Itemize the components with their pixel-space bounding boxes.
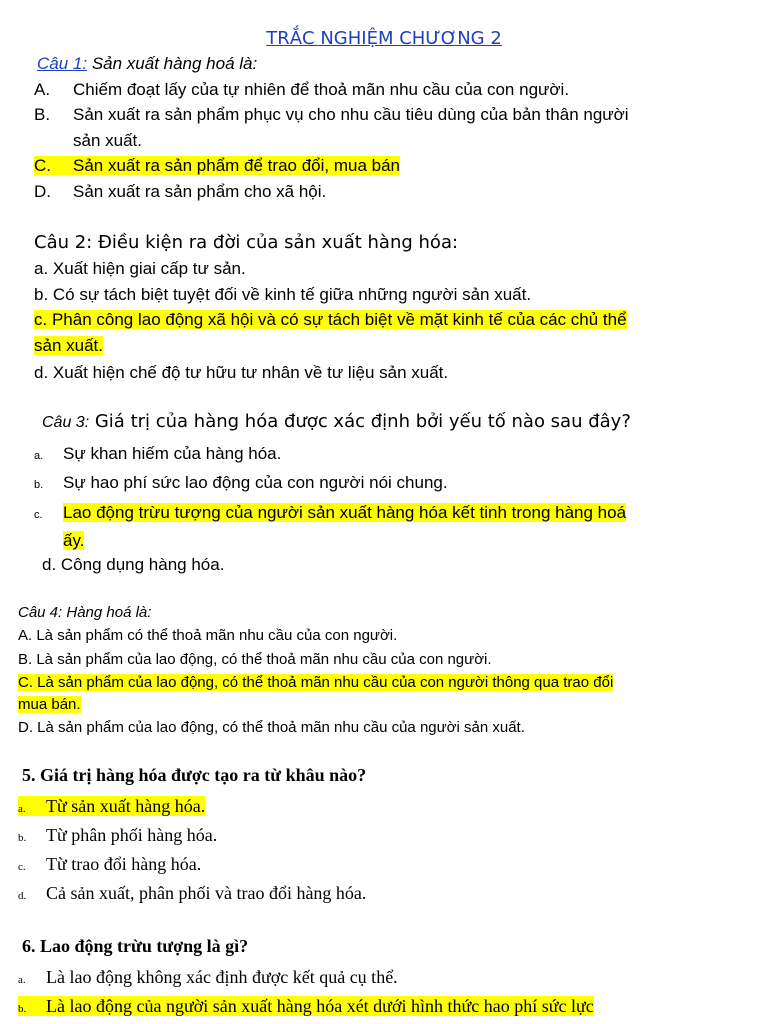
q2-option-d: d. Xuất hiện chế độ tư hữu tư nhân về tư liệu sản xuất.: [34, 363, 449, 382]
q5-option-b: b. Từ phân phối hàng hóa.: [18, 825, 218, 845]
q2-option-c-line-2: sản xuất.: [34, 336, 103, 355]
q3-option-b: b. Sự hao phí sức lao động của con người nói chung.: [34, 473, 448, 492]
q5-option-c: c. Từ trao đổi hàng hóa.: [18, 854, 202, 874]
question-1-text: Sản xuất hàng hoá là:: [87, 54, 258, 73]
q4-option-b: B. Là sản phẩm của lao động, có thể thoả mãn nhu cầu của con người.: [18, 651, 492, 668]
q5-option-a-answer: a. Từ sản xuất hàng hóa.: [18, 796, 206, 816]
q2-option-c-answer: c. Phân công lao động xã hội và có sự tách biệt về mặt kinh tế của các chủ thể: [34, 310, 627, 329]
q4-option-a: A. Là sản phẩm có thể thoả mãn nhu cầu của con người.: [18, 627, 398, 644]
document-title: TRẮC NGHIỆM CHƯƠNG 2: [266, 28, 502, 49]
q1-option-b: B. Sản xuất ra sản phẩm phục vụ cho nhu cầu tiêu dùng của bản thân người: [34, 105, 629, 124]
question-4-heading: Câu 4: Hàng hoá là:: [18, 604, 152, 621]
q4-option-d: D. Là sản phẩm của lao động, có thể thoả mãn nhu cầu của người sản xuất.: [18, 719, 525, 736]
question-3-text: Giá trị của hàng hóa được xác định bởi yếu tố nào sau đây?: [89, 411, 631, 432]
q3-option-c-answer: c. Lao động trừu tượng của người sản xuất hàng hóa kết tinh trong hàng hoá: [34, 503, 627, 522]
q1-option-d: D. Sản xuất ra sản phẩm cho xã hội.: [34, 182, 327, 201]
q3-option-d: d. Công dụng hàng hóa.: [42, 555, 225, 574]
question-6-heading: 6. Lao động trừu tượng là gì?: [22, 936, 249, 956]
q3-option-a: a. Sự khan hiếm của hàng hóa.: [34, 444, 282, 463]
question-1-heading: [37, 54, 257, 74]
q6-option-b-answer: b. Là lao động của người sản xuất hàng hóa xét dưới hình thức hao phí sức lực: [18, 996, 594, 1016]
question-1-number: Câu 1:: [37, 54, 88, 73]
q1-option-b-line-2: sản xuất.: [73, 131, 142, 150]
q6-option-a: a. Là lao động không xác định được kết quả cụ thể.: [18, 967, 398, 987]
q1-option-a: A. Chiếm đoạt lấy của tự nhiên để thoả mãn nhu cầu của con người.: [34, 80, 570, 99]
question-3-heading: [42, 411, 631, 432]
q3-option-c-line-2: ấy.: [63, 531, 85, 550]
q4-option-c-line-2: mua bán.: [18, 696, 81, 713]
q1-option-c-answer: C. Sản xuất ra sản phẩm để trao đổi, mua bán: [34, 156, 400, 175]
question-3-number: Câu 3:: [42, 414, 90, 431]
q2-option-b: b. Có sự tách biệt tuyệt đối về kinh tế giữa những người sản xuất.: [34, 285, 532, 304]
question-2-heading: Câu 2: Điều kiện ra đời của sản xuất hàng hóa:: [34, 232, 459, 253]
question-5-heading: 5. Giá trị hàng hóa được tạo ra từ khâu nào?: [22, 765, 367, 785]
q4-option-c-answer: C. Là sản phẩm của lao động, có thể thoả mãn nhu cầu của con người thông qua trao đổi: [18, 674, 614, 691]
q5-option-d: d. Cả sản xuất, phân phối và trao đổi hàng hóa.: [18, 883, 367, 903]
q2-option-a: a. Xuất hiện giai cấp tư sản.: [34, 259, 246, 278]
